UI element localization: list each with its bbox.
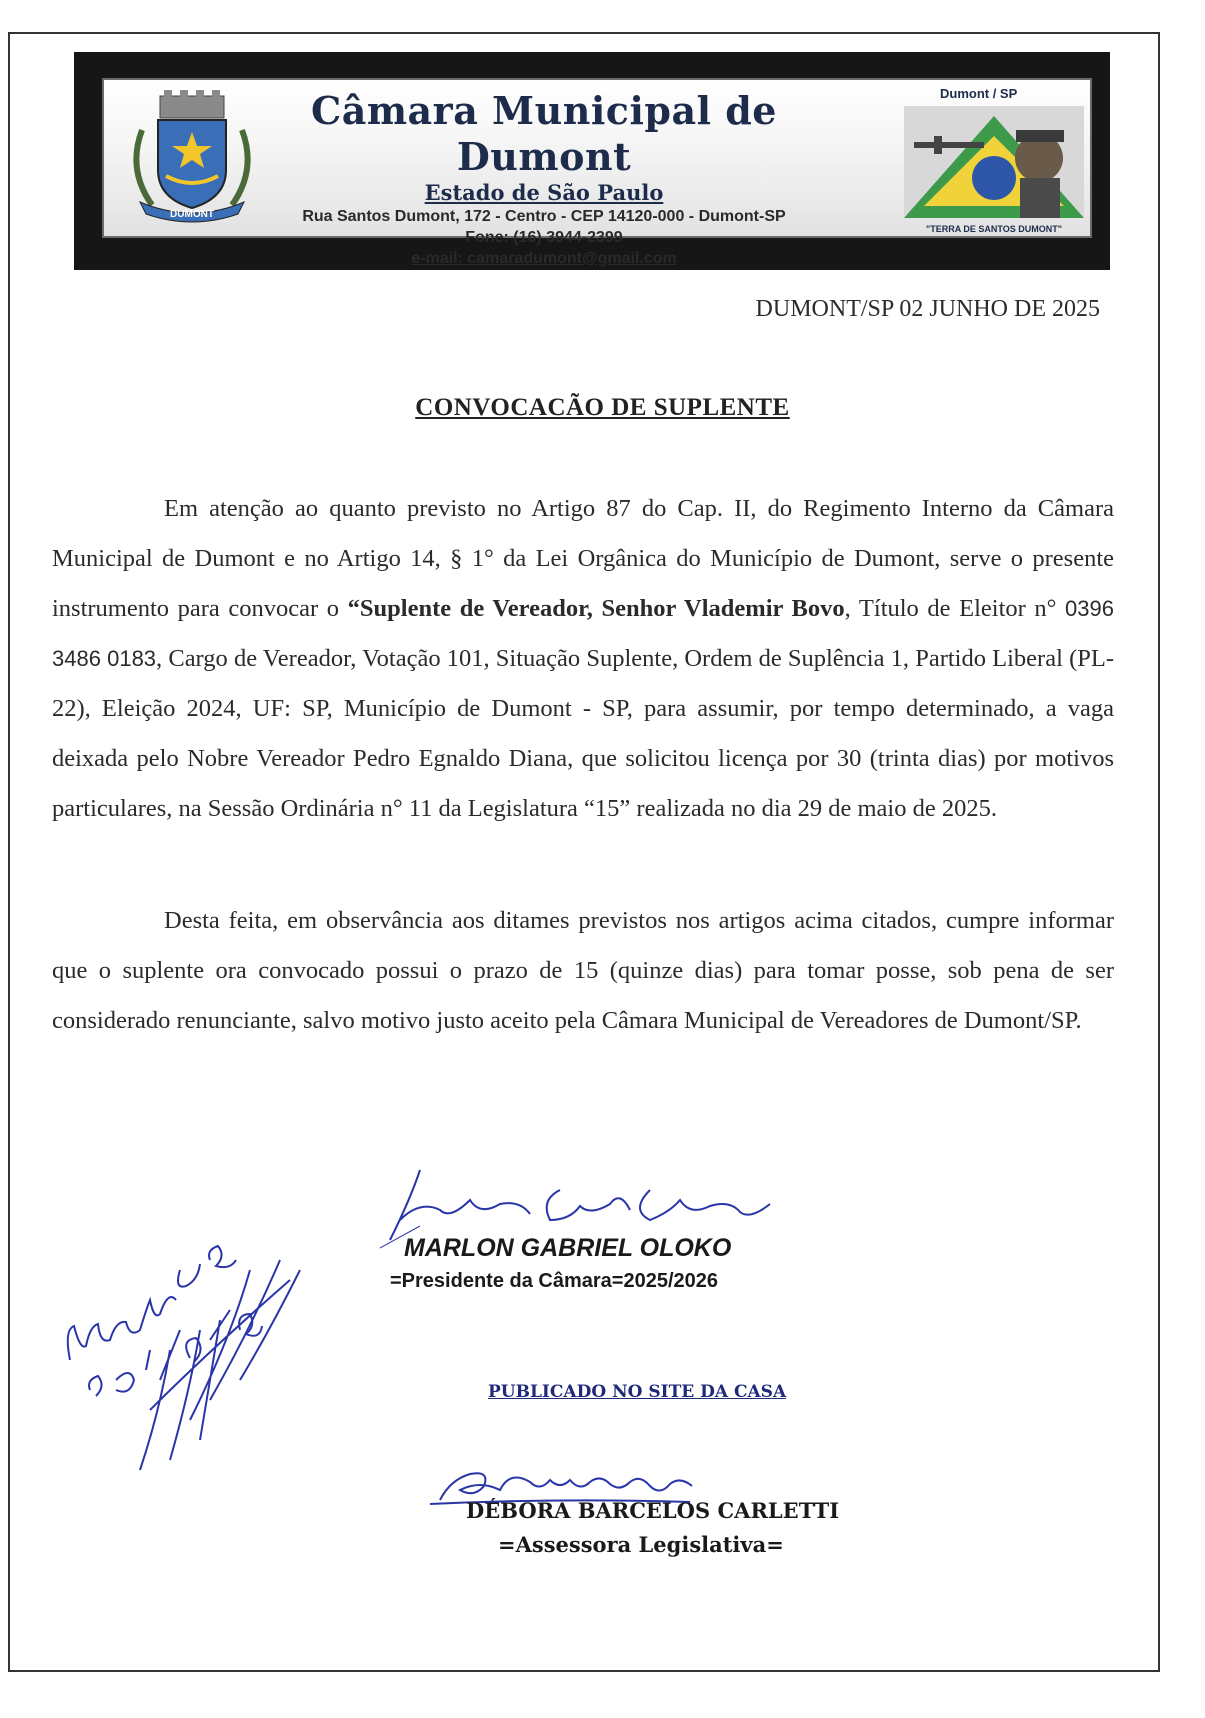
document-title: CONVOCACÃO DE SUPLENTE	[415, 394, 790, 421]
chamber-name: Câmara Municipal de Dumont	[310, 88, 777, 179]
document-date: DUMONT/SP 02 JUNHO DE 2025	[755, 296, 1100, 322]
published-on-site-note: PUBLICADO NO SITE DA CASA	[488, 1382, 787, 1402]
address: Rua Santos Dumont, 172 - Centro - CEP 14120-000 - Dumont-SP	[302, 208, 786, 225]
paragraph2-text: Desta feita, em observância aos ditames previstos nos artigos acima citados, cumpre informar que o suplente ora convocado possui o prazo de 15 (quinze dias) para tomar posse, sob pena de ser considerado renunciante, salvo motivo justo aceito pela Câmara Municipal de Vereadores de Dumont/SP.	[52, 907, 1114, 1034]
paragraph-convocation	[52, 484, 1114, 834]
voter-id: 0396 3486 0183	[52, 596, 1114, 671]
letterhead	[74, 52, 1110, 270]
paragraph1-part2: , Título de Eleitor n°	[844, 595, 1066, 622]
aviator-portrait-icon	[904, 106, 1084, 218]
email: e-mail: camaradumont@gmail.com	[411, 250, 677, 267]
santos-dumont-emblem	[904, 86, 1084, 232]
president-name: MARLON GABRIEL OLOKO	[404, 1234, 732, 1262]
paragraph-deadline	[52, 896, 1114, 1046]
paragraph1-part3: , Cargo de Vereador, Votação 101, Situação Suplente, Ordem de Suplência 1, Partido Liberal (PL-22), Eleição 2024, UF: SP, Município de Dumont - SP, para assumir, por tempo determinado, a vaga deixada pelo Nobre Vereador Pedro Egnaldo Diana, que solicitou licença por 30 (trinta dias) por motivos particulares, na Sessão Ordinária n° 11 da Legislatura “15” realizada no dia 29 de maio de 2025.	[52, 645, 1114, 822]
assessor-name: DÉBORA BARCELOS CARLETTI	[466, 1498, 840, 1523]
letterhead-panel	[102, 78, 1092, 267]
president-role: =Presidente da Câmara=2025/2026	[390, 1270, 718, 1292]
municipal-crest-icon	[122, 90, 262, 226]
emblem-caption: "TERRA DE SANTOS DUMONT"	[925, 224, 1063, 234]
paragraph1-bold: “Suplente de Vereador, Senhor Vlademir Bovo	[347, 595, 845, 622]
received-handwritten-note-icon	[50, 1230, 320, 1480]
letterhead-text	[264, 88, 824, 269]
state-name: Estado de São Paulo	[424, 180, 664, 205]
paragraph1-part1: Em atenção ao quanto previsto no Artigo 87 do Cap. II, do Regimento Interno da Câmara Municipal de Dumont e no Artigo 14, § 1° da Lei Orgânica do Município de Dumont, serve o presente instrumento para convocar o	[52, 495, 1114, 622]
emblem-label: Dumont / SP	[940, 86, 1018, 101]
crest-ribbon-text: DUMONT	[170, 209, 214, 220]
phone: Fone: (16) 3944-2399	[465, 229, 623, 246]
assessor-role: =Assessora Legislativa=	[498, 1532, 784, 1557]
